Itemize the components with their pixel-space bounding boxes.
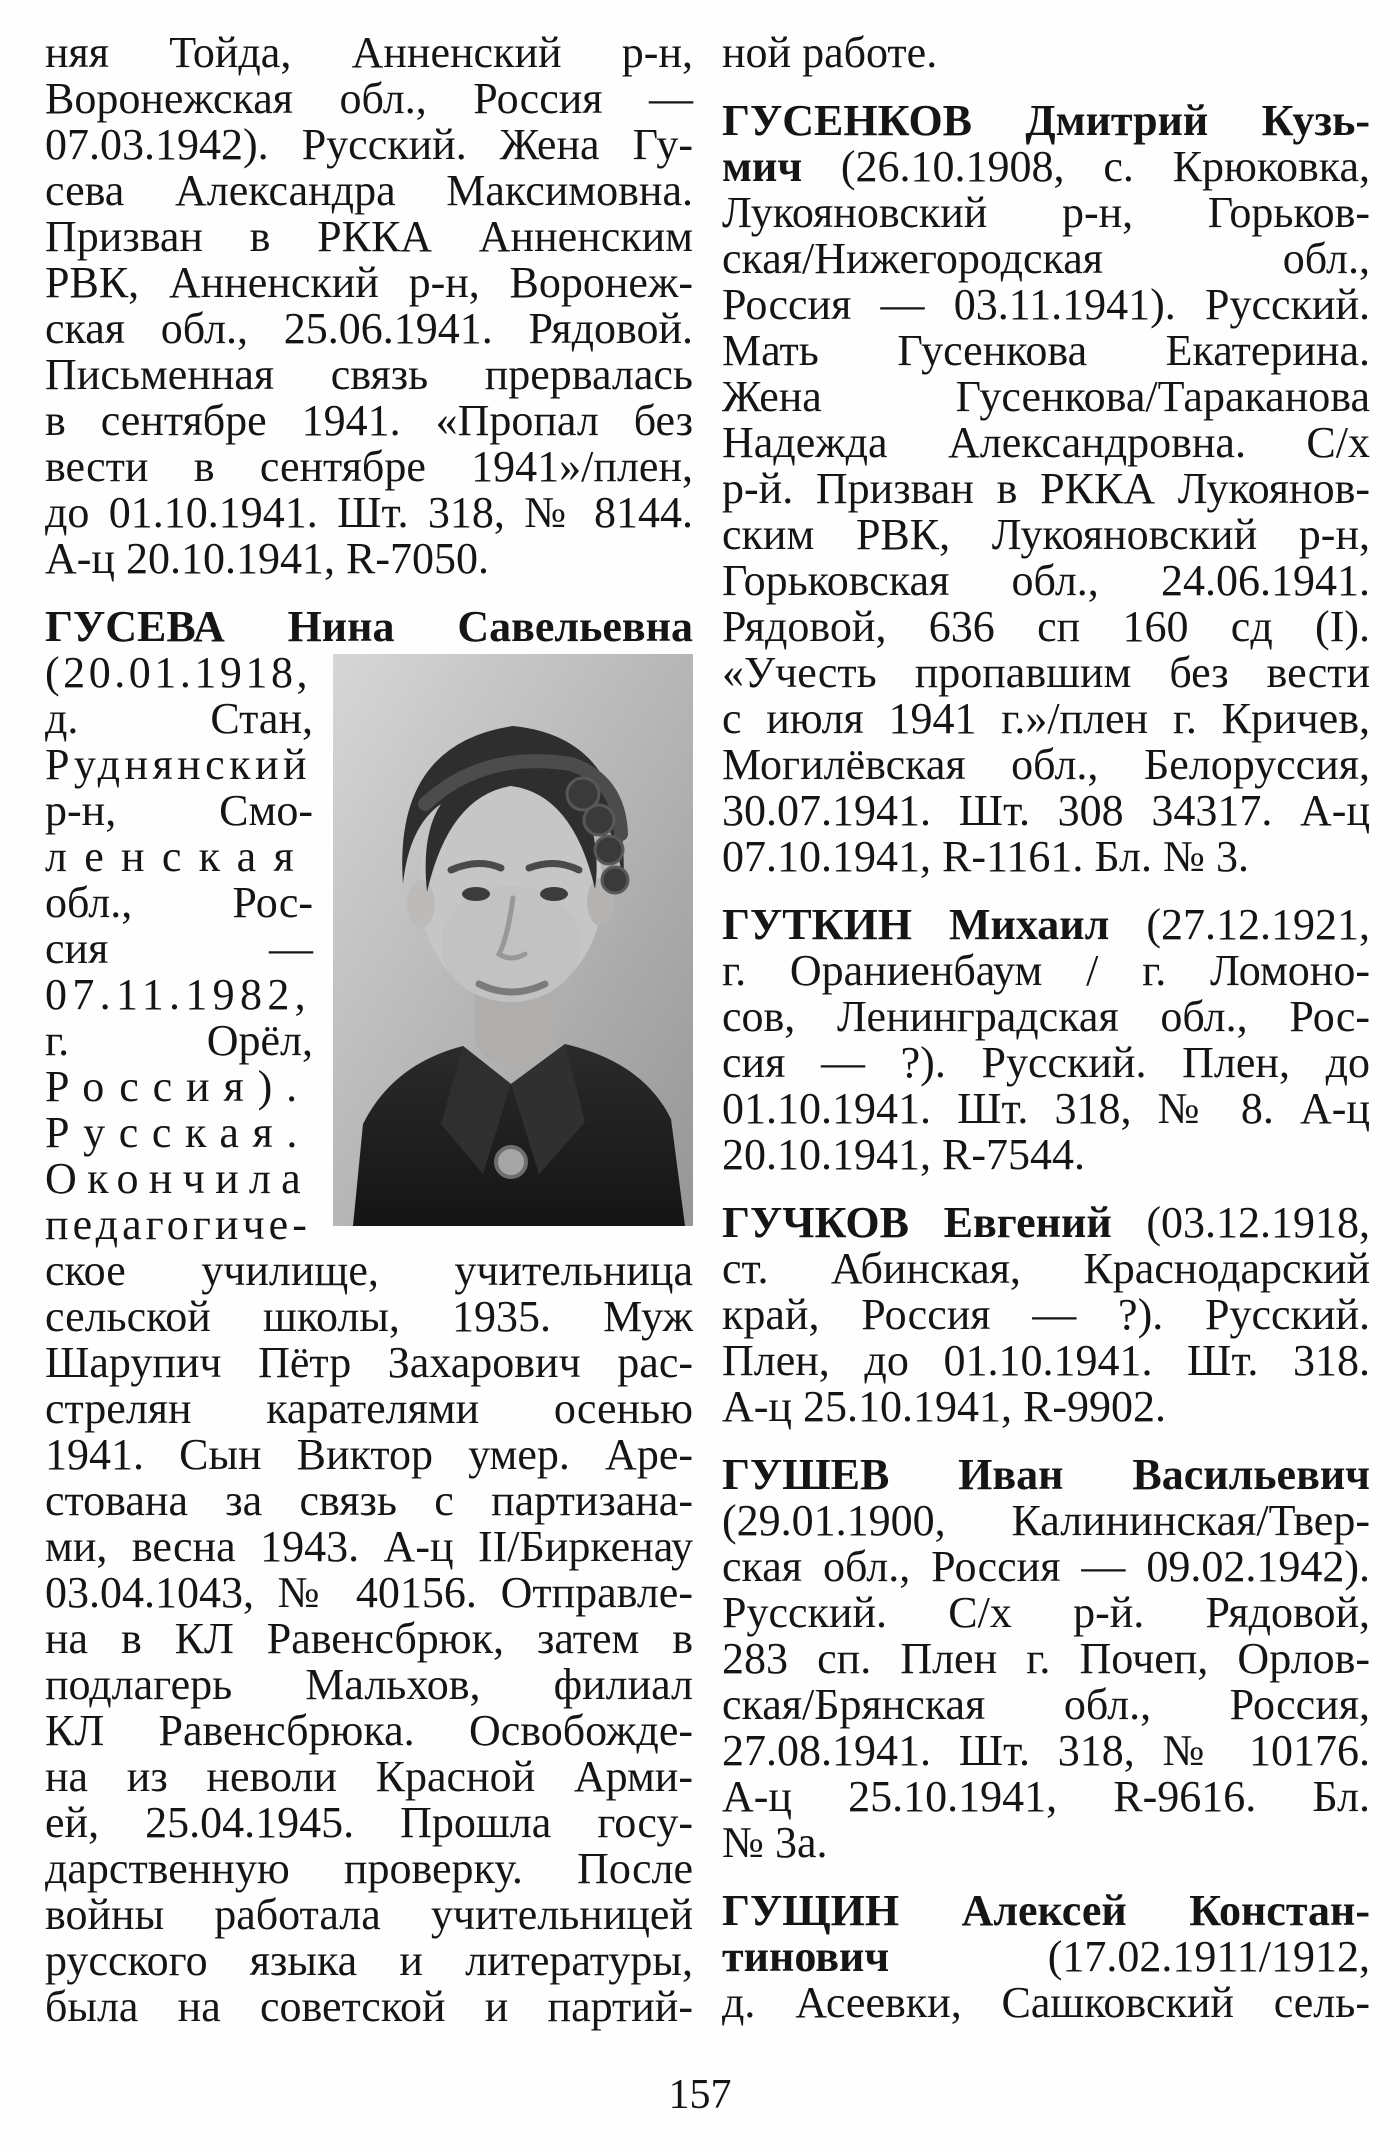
text-line [722,1452,1370,1498]
text-line: 30.07.1941. Шт. 308 34317. А-ц [722,786,1370,835]
text-line: сов, Ленинградская обл., Рос- [722,992,1370,1041]
text-line: сия — [45,924,313,973]
text-line [722,1888,1370,1934]
portrait-photo-illustration [333,654,693,1226]
text-line: Шарупич Пётр Захарович рас- [45,1338,693,1387]
text-line: ским РВК, Лукояновский р-н, [722,510,1370,559]
text-line: обл., Рос- [45,878,313,927]
entry-guchkov [722,1200,1370,1430]
text-line: русского языка и литературы, [45,1936,693,1985]
text-line: Плен, до 01.10.1941. Шт. 318. [722,1336,1370,1385]
brooch [496,1147,526,1177]
text-line: Жена Гусенкова/Тараканова [722,372,1370,421]
text-line: край, Россия — ?). Русский. [722,1290,1370,1339]
text-line: сева Александра Максимовна. [45,166,693,215]
text-line: Надежда Александровна. С/х [722,418,1370,467]
text-line: Воронежская обл., Россия — [45,74,693,123]
entry-surname: мич [722,142,803,191]
text-line: Руднянский [45,740,311,789]
entry-gushchin [722,1888,1370,2026]
text-line: Русская. [45,1108,311,1157]
text-line: тинович (17.02.1911/1912, [722,1932,1370,1981]
text-line: 07.10.1941, R-1161. Бл. № 3. [722,832,1249,881]
entry-continuation-gusev [45,30,693,582]
text-line: 27.08.1941. Шт. 318, № 10176. [722,1726,1370,1775]
text-line: ская/Брянская обл., Россия, [722,1680,1370,1729]
text-line: вести в сентябре 1941»/плен, [45,442,693,491]
text-line: стована за связь с партизана- [45,1476,693,1525]
text-line: «Учесть пропавшим без вести [722,648,1370,697]
page-number: 157 [668,2072,732,2118]
entry-continuation-guseva [722,30,1370,76]
entry-gushev [722,1452,1370,1866]
text-line: 20.10.1941, R-7544. [722,1130,1085,1179]
text-line: РВК, Анненский р-н, Воронеж- [45,258,693,307]
text-line: сия — ?). Русский. Плен, до [722,1038,1370,1087]
ear-left [407,880,435,928]
text-line: на в КЛ Равенсбрюк, затем в [45,1614,693,1663]
text-line: д. Стан, [45,694,313,743]
text-line: ной работе. [722,28,938,77]
text-line [722,98,1370,144]
text-line: А-ц 25.10.1941, R-9902. [722,1382,1166,1431]
text-line [45,604,693,650]
text-line: стрелян карателями осенью [45,1384,693,1433]
text-line: р-й. Призван в РККА Лукоянов- [722,464,1370,513]
entry-guseva [45,604,693,2030]
text-line: сельской школы, 1935. Муж [45,1292,693,1341]
left-text-column [45,30,693,2030]
text-line: 07.03.1942). Русский. Жена Гу- [45,120,693,169]
right-text-column [722,30,1370,2026]
text-line: войны работала учительницей [45,1890,693,1939]
text-line: Лукояновский р-н, Горьков- [722,188,1370,237]
text-line: Россия — 03.11.1941). Русский. [722,280,1370,329]
entry-surname: тинович [722,1932,890,1981]
text-line: няя Тойда, Анненский р-н, [45,28,693,77]
text-line: д. Асеевки, Сашковский сель- [722,1978,1370,2027]
text-line: на из неволи Красной Арми- [45,1752,693,1801]
text-line: дарственную проверку. После [45,1844,693,1893]
eye-right [540,887,568,901]
text-line: (20.01.1918, [45,648,311,697]
text-line: Мать Гусенкова Екатерина. [722,326,1370,375]
text-line: мич (26.10.1908, с. Крюковка, [722,142,1370,191]
text-line: ская обл., 25.06.1941. Рядовой. [45,304,693,353]
text-line: с июля 1941 г.»/плен г. Кричев, [722,694,1370,743]
entry-surname: ГУШЕВ Иван Васильевич [722,1450,1370,1499]
text-line: А-ц 20.10.1941, R-7050. [45,534,489,583]
text-line: педагогиче- [45,1200,311,1249]
entry-surname: ГУСЕВА Нина Савельевна [45,602,693,651]
text-line: ей, 25.04.1945. Прошла госу- [45,1798,693,1847]
text-line: ст. Абинская, Краснодарский [722,1244,1370,1293]
text-line: Россия). [45,1062,311,1111]
text-line: А-ц 25.10.1941, R-9616. Бл. [722,1772,1370,1821]
text-line: ленская [45,832,311,881]
entry-surname: ГУСЕНКОВ Дмитрий Кузь- [722,96,1370,145]
text-line: до 01.10.1941. Шт. 318, № 8144. [45,488,693,537]
text-line: ми, весна 1943. А-ц II/Биркенау [45,1522,693,1571]
text-line: Рядовой, 636 сп 160 сд (I). [722,602,1370,651]
text-line: ская/Нижегородская обл., [722,234,1370,283]
text-line: Могилёвская обл., Белоруссия, [722,740,1370,789]
entry-gusenkov [722,98,1370,880]
text-line: ГУТКИН Михаил (27.12.1921, [722,900,1371,949]
entry-surname: ГУЧКОВ Евгений [722,1198,1112,1247]
portrait-photo [333,654,693,1226]
text-line: Русский. С/х р-й. Рядовой, [722,1588,1370,1637]
text-line: ГУЧКОВ Евгений (03.12.1918, [722,1198,1370,1247]
text-line: ская обл., Россия — 09.02.1942). [722,1542,1370,1591]
text-line: № 3а. [722,1818,828,1867]
entry-surname: ГУТКИН Михаил [722,900,1110,949]
text-line: ское училище, учительница [45,1246,693,1295]
text-line: была на советской и партий- [45,1982,693,2031]
text-line: Горьковская обл., 24.06.1941. [722,556,1370,605]
text-line: (29.01.1900, Калининская/Твер- [722,1496,1370,1545]
text-line: КЛ Равенсбрюка. Освобожде- [45,1706,693,1755]
text-line: 01.10.1941. Шт. 318, № 8. А-ц [722,1084,1370,1133]
text-line: 07.11.1982, [45,970,311,1019]
text-line: 283 сп. Плен г. Почеп, Орлов- [722,1634,1370,1683]
text-line: в сентябре 1941. «Пропал без [45,396,693,445]
text-line: подлагерь Мальхов, филиал [45,1660,693,1709]
text-line: г. Орёл, [45,1016,313,1065]
text-line: г. Ораниенбаум / г. Ломоно- [722,946,1370,995]
text-line: Письменная связь прервалась [45,350,693,399]
text-line: р-н, Смо- [45,786,313,835]
eye-left [462,887,490,901]
entry-gutkin [722,902,1370,1178]
text-line: Призван в РККА Анненским [45,212,693,261]
text-line: Окончила [45,1154,311,1203]
text-line: 03.04.1043, № 40156. Отправле- [45,1568,693,1617]
text-line: 1941. Сын Виктор умер. Аре- [45,1430,693,1479]
entry-surname: ГУЩИН Алексей Констан- [722,1886,1370,1935]
